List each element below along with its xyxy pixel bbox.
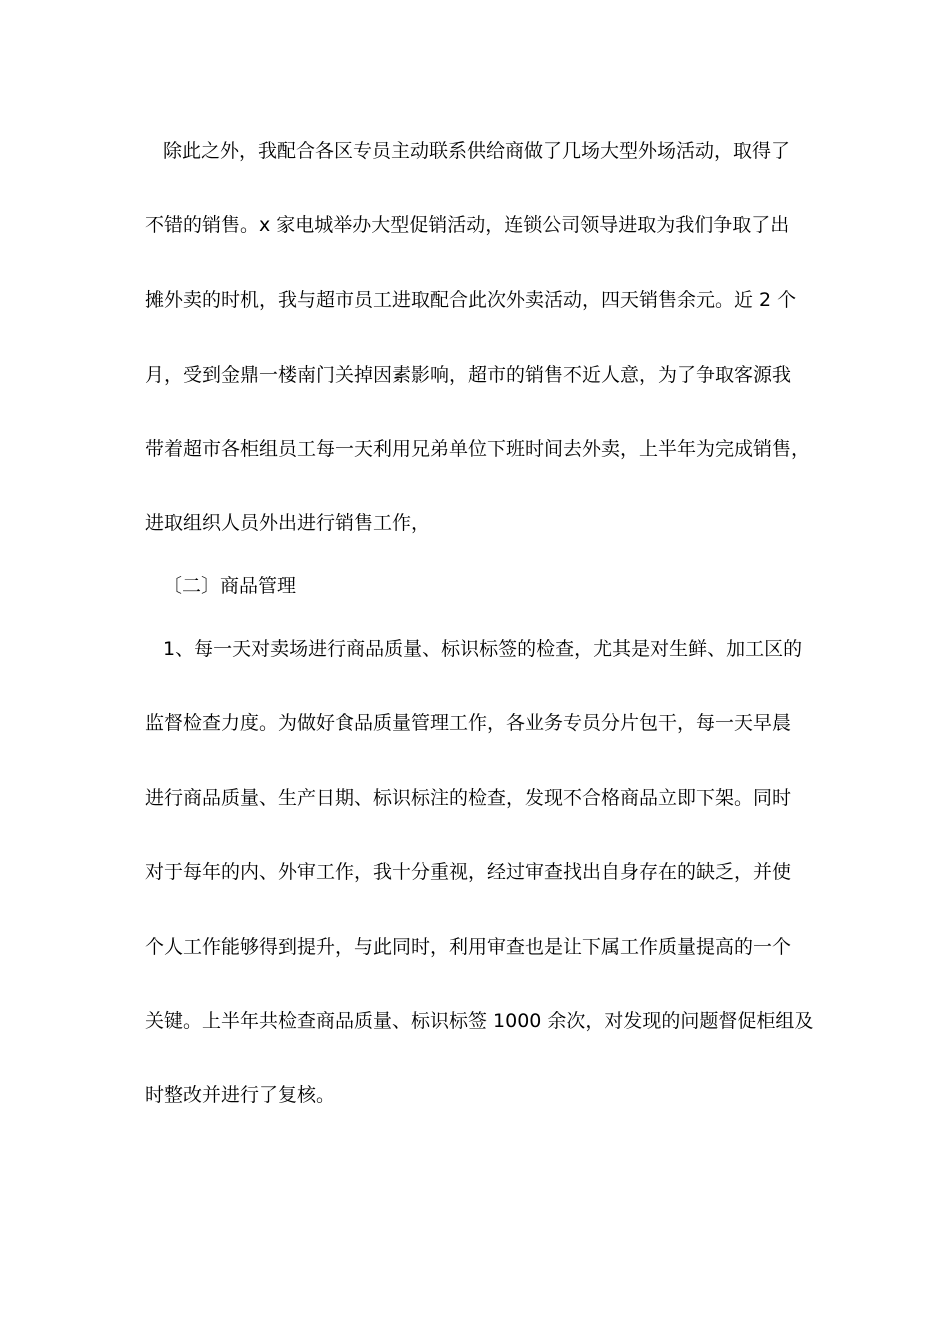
paragraph-line: 个人工作能够得到提升，与此同时，利用审查也是让下属工作质量提高的一个 xyxy=(145,936,792,958)
paragraph-line: 带着超市各柜组员工每一天利用兄弟单位下班时间去外卖，上半年为完成销售， xyxy=(145,438,811,460)
paragraph-line: 1、每一天对卖场进行商品质量、标识标签的检查，尤其是对生鲜、加工区的 xyxy=(163,638,803,660)
paragraph-line: 对于每年的内、外审工作，我十分重视，经过审查找出自身存在的缺乏，并使 xyxy=(145,861,792,883)
paragraph-line: 关键。上半年共检查商品质量、标识标签 1000 余次，对发现的问题督促柜组及 xyxy=(145,1010,814,1032)
paragraph-line: 进行商品质量、生产日期、标识标注的检查，发现不合格商品立即下架。同时 xyxy=(145,787,792,809)
paragraph-line: 时整改并进行了复核。 xyxy=(145,1084,336,1106)
paragraph-line: 除此之外，我配合各区专员主动联系供给商做了几场大型外场活动，取得了 xyxy=(163,140,791,162)
paragraph-line: 进取组织人员外出进行销售工作， xyxy=(145,512,431,534)
paragraph-line: 监督检查力度。为做好食品质量管理工作，各业务专员分片包干，每一天早晨 xyxy=(145,712,792,734)
section-heading: 〔二〕商品管理 xyxy=(163,575,297,597)
paragraph-line: 月，受到金鼎一楼南门关掉因素影响，超市的销售不近人意，为了争取客源我 xyxy=(145,364,792,386)
paragraph-line: 摊外卖的时机，我与超市员工进取配合此次外卖活动，四天销售余元。近 2 个 xyxy=(145,289,797,311)
paragraph-line: 不错的销售。x 家电城举办大型促销活动，连锁公司领导进取为我们争取了出 xyxy=(145,214,790,236)
